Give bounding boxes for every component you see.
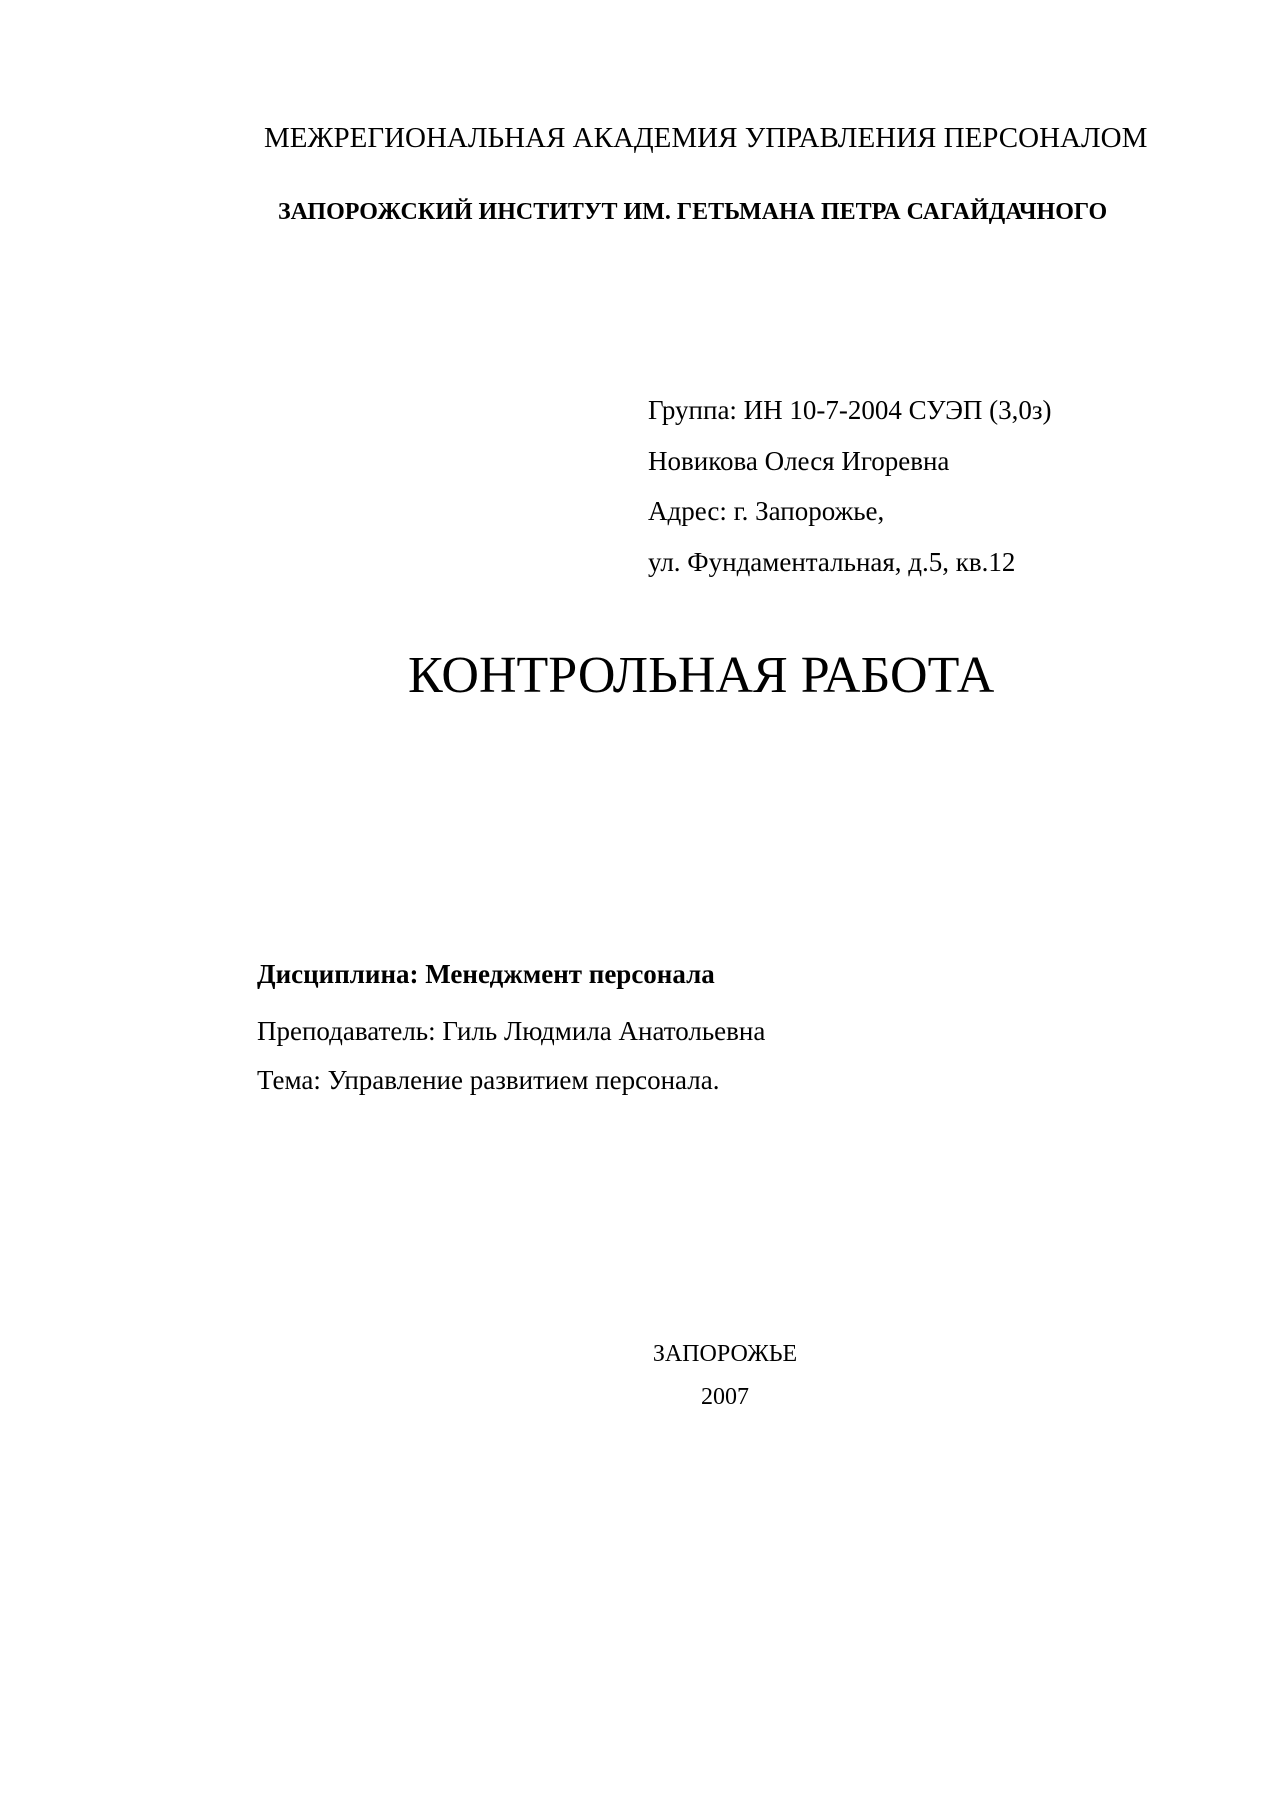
student-name: Новикова Олеся Игоревна [648,446,950,476]
institute-name: ЗАПОРОЖСКИЙ ИНСТИТУТ ИМ. ГЕТЬМАНА ПЕТРА САГАЙДАЧНОГО [278,199,1108,225]
document-title: КОНТРОЛЬНАЯ РАБОТА [408,647,995,704]
student-group: Группа: ИН 10-7-2004 СУЭП (3,0з) [648,395,1052,425]
course-teacher: Преподаватель: Гиль Людмила Анатольевна [257,1016,766,1046]
academy-name: МЕЖРЕГИОНАЛЬНАЯ АКАДЕМИЯ УПРАВЛЕНИЯ ПЕРСОНАЛОМ [264,122,1148,154]
footer-year: 2007 [701,1384,749,1410]
course-discipline: Дисциплина: Менеджмент персонала [257,959,715,989]
footer-city: ЗАПОРОЖЬЕ [652,1341,798,1367]
student-address-line2: ул. Фундаментальная, д.5, кв.12 [648,547,1016,577]
course-topic: Тема: Управление развитием персонала. [257,1065,720,1095]
student-address-line1: Адрес: г. Запорожье, [648,496,885,526]
